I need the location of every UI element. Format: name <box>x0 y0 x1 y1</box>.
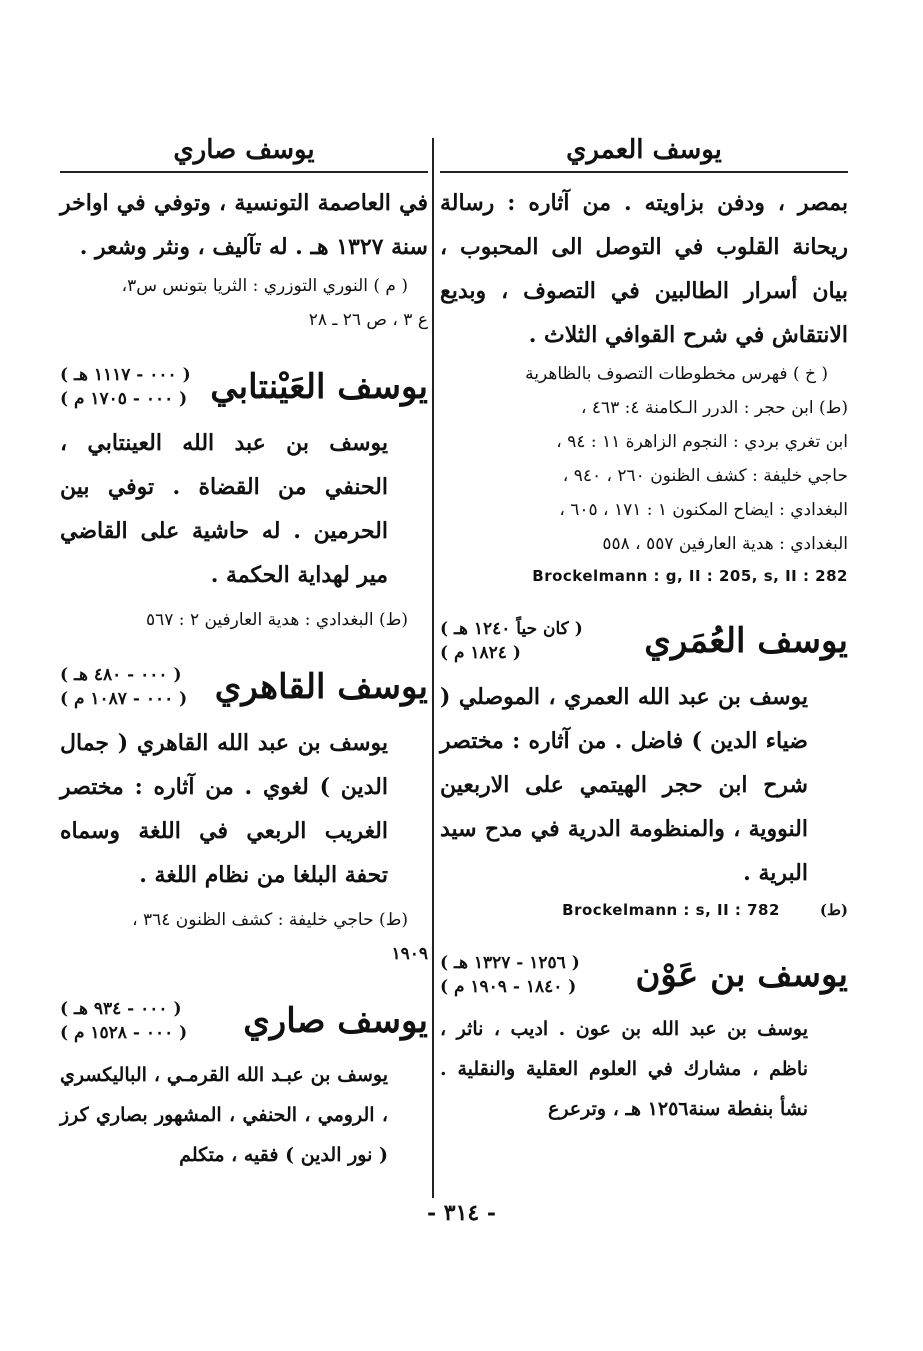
right-column <box>440 135 848 1129</box>
entry-heading <box>60 663 428 711</box>
entry-text: يوسف بن عبد الله العمري ، الموصلي ( ضياء الدين ) فاضل . من آثاره : مختصر شرح ابن حجر الهيتمي على الاربعين النووية ، والمنظومة الدرية في مدح سيد البرية . <box>440 684 808 886</box>
hijri-date: ( كان حياً ١٢٤٠ هـ ) <box>440 619 583 639</box>
entry-dates <box>60 663 187 711</box>
entry-text: يوسف بن عبد الله القاهري ( جمال الدين ) لغوي . من آثاره : مختصر الغريب الربعي في اللغة وسماه تحفة البلغا من نظام اللغة . <box>60 730 388 888</box>
entry-name: يوسف العَيْنتابي <box>210 367 428 407</box>
column-divider <box>432 138 434 1198</box>
reference-line: البغدادي : ايضاح المكنون ١ : ١٧١ ، ٦٠٥ ، <box>559 500 848 520</box>
reference-line: حاجي خليفة : كشف الظنون ٢٦٠ ، ٩٤٠ ، <box>562 466 848 486</box>
continued-entry-text: في العاصمة التونسية ، وتوفي في اواخر سنة ١٣٢٧ هـ . له تآليف ، ونثر وشعر . <box>60 190 428 260</box>
right-column-header: يوسف العمري <box>440 135 848 173</box>
entry-dates <box>440 951 580 999</box>
hijri-date: ( ١٢٥٦ - ١٣٢٧ هـ ) <box>440 953 580 973</box>
entry-dates <box>60 363 191 411</box>
entry-text: يوسف بن عبد الله بن عون . اديب ، ناثر ، ناظم ، مشارك في العلوم العقلية والنقلية . نشأ بنفطة سنة١٢٥٦ هـ ، وترعرع <box>440 1018 808 1120</box>
reference-line: ( خ ) فهرس مخطوطات التصوف بالظاهرية <box>525 364 828 384</box>
reference-tag: (ط) <box>819 901 848 919</box>
reference-line: ع ٣ ، ص ٢٦ ـ ٢٨ <box>308 310 428 330</box>
latin-reference: Brockelmann : g, II : 205, s, II : 282 <box>532 567 848 585</box>
continued-entry-text: بمصر ، ودفن بزاويته . من آثاره : رسالة ريحانة القلوب في التوصل الى المحبوب ، بيان أسرار الطالبين في التصوف ، وبديع الانتقاش في شرح القوافي الثلاث . <box>440 190 848 348</box>
reference-line: ( م ) النوري التوزري : الثريا بتونس س٣، <box>121 276 408 296</box>
entry-heading <box>60 997 428 1045</box>
entry-name: يوسف صاري <box>243 1001 428 1041</box>
gregorian-date: ( ٠٠٠ - ١٥٢٨ م ) <box>60 1023 188 1043</box>
entry-heading <box>60 363 428 411</box>
gregorian-date: ( ٠٠٠ - ١٧٠٥ م ) <box>60 389 188 409</box>
entry-name: يوسف بن عَوْن <box>635 955 848 995</box>
reference-line: ابن تغري بردي : النجوم الزاهرة ١١ : ٩٤ ، <box>556 432 848 452</box>
hijri-date: ( ٠٠٠ - ٩٣٤ هـ ) <box>60 999 182 1019</box>
reference-line: (ط) حاجي خليفة : كشف الظنون ٣٦٤ ، <box>132 910 408 930</box>
page-number: - ٣١٤ - <box>426 1200 497 1226</box>
entry-text: يوسف بن عبد الله العينتابي ، الحنفي من القضاة . توفي بين الحرمين . له حاشية على القاضي مير لهداية الحكمة . <box>60 430 388 588</box>
hijri-date: ( ٠٠٠ - ٤٨٠ هـ ) <box>60 665 182 685</box>
left-column <box>60 135 428 1175</box>
reference-line: البغدادي : هدية العارفين ٥٥٧ ، ٥٥٨ <box>602 534 848 554</box>
latin-reference <box>440 895 848 925</box>
entry-heading <box>440 951 848 999</box>
gregorian-date: ( ١٨٤٠ - ١٩٠٩ م ) <box>440 977 577 997</box>
latin-reference-text: Brockelmann : s, II : 782 <box>562 901 780 919</box>
left-column-header: يوسف صاري <box>60 135 428 173</box>
entry-heading <box>440 617 848 665</box>
entry-dates <box>60 997 187 1045</box>
entry-name: يوسف القاهري <box>214 667 428 707</box>
reference-line: (ط) البغدادي : هدية العارفين ٢ : ٥٦٧ <box>145 610 408 630</box>
gregorian-date: ( ٠٠٠ - ١٠٨٧ م ) <box>60 689 188 709</box>
hijri-date: ( ٠٠٠ - ١١١٧ هـ ) <box>60 365 191 385</box>
gregorian-date: ( ١٨٢٤ م ) <box>440 643 521 663</box>
entry-text: يوسف بن عبـد الله القرمـي ، الباليكسري ، الرومي ، الحنفي ، المشهور بصاري كرز ( نور الدين ) فقيه ، متكلم <box>60 1064 388 1166</box>
entry-dates <box>440 617 583 665</box>
reference-line: (ط) ابن حجر : الدرر الـكامنة ٤: ٤٦٣ ، <box>580 398 848 418</box>
entry-name: يوسف العُمَري <box>644 621 848 661</box>
reference-line: ١٩٠٩ <box>391 944 428 964</box>
